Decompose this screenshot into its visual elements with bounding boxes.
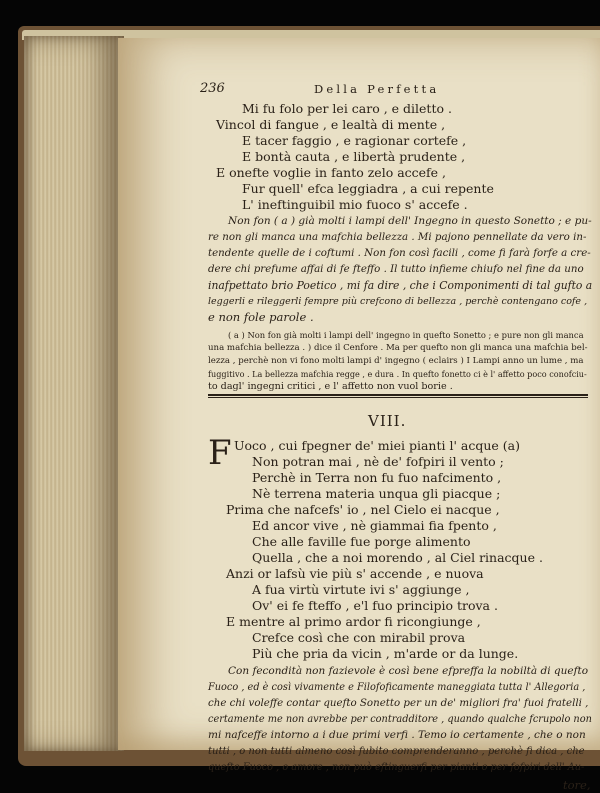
poem-line: Ov' ei fe fteffo , e'l fuo principio trova . xyxy=(252,598,498,613)
section-title: VIII. xyxy=(368,412,407,430)
section-rule-thin xyxy=(208,397,588,398)
poem-line: E bontà cauta , e libertà prudente , xyxy=(242,149,466,164)
commentary-line: mi nafceffe intorno a i due primi verfi . Temo io certamente , che o non xyxy=(208,729,586,741)
commentary-line: tendente quelle de i coftumi . Non fon così facili , come fi farà forfe a cre- xyxy=(208,247,591,259)
running-title: Della Perfetta xyxy=(314,82,440,96)
poem-line: E onefte voglie in fanto zelo accefe , xyxy=(216,165,447,180)
commentary-line: leggerli e rileggerli fempre più crefcono di bellezza , perchè contengano cofe , xyxy=(208,296,588,307)
book-page xyxy=(118,38,600,792)
commentary-line: tutti , o non tutti almeno così fubito comprenderanno , perchè fi dica , che xyxy=(208,746,585,757)
commentary-line: Non fon ( a ) già molti i lampi dell' Ingegno in questo Sonetto ; e pu- xyxy=(228,215,592,227)
poem-line: Quella , che a noi morendo , al Ciel rinacque . xyxy=(252,550,543,565)
footnote-line: lezza , perchè non vi fono molti lampi d' ingegno ( eclairs ) I Lampi anno un lume , ma xyxy=(208,356,584,366)
commentary-line: dere chi prefume affai di fe fteffo . Il tutto infieme chiufo nel fine da uno xyxy=(208,263,584,275)
poem-line: Fur quell' efca leggiadra , a cui repente xyxy=(242,181,494,196)
poem-line: Uoco , cui fpegner de' miei pianti l' acque (a) xyxy=(234,438,520,453)
commentary-line: inafpettato brio Poetico , mi fa dire , che i Componimenti di tal gufto a xyxy=(208,279,593,292)
footnote-line: fuggitivo . La bellezza mafchia regge , e dura . In quefto fonetto ci è l' affetto poco conofciu- xyxy=(208,369,587,379)
page-number: 236 xyxy=(200,81,225,96)
poem-line: Nè terrena materia unqua gli piacque ; xyxy=(252,486,501,501)
page-edges xyxy=(24,36,124,751)
commentary-line: che chi voleffe contar quefto Sonetto per un de' migliori fra' fuoi fratelli , xyxy=(208,697,589,709)
poem-line: Non potran mai , nè de' fofpiri il vento ; xyxy=(252,454,504,469)
commentary-line: Con fecondità non fazievole è così bene efpreffa la nobiltà di quefto xyxy=(228,665,589,677)
poem-line: Vincol di fangue , e lealtà di mente , xyxy=(216,117,446,132)
poem-line: Ed ancor vive , nè giammai fia fpento , xyxy=(252,518,497,533)
poem-line: Perchè in Terra non fu fuo nafcimento , xyxy=(252,470,502,485)
footnote-line: to dagl' ingegni critici , e l' affetto non vuol borie . xyxy=(208,381,453,392)
footnote-line: ( a ) Non fon già molti i lampi dell' ingegno in quefto Sonetto ; e pure non gli manca xyxy=(228,330,584,340)
commentary-line: re non gli manca una mafchia bellezza . Mi pajono pennellate da vero in- xyxy=(208,231,587,243)
drop-cap: F xyxy=(208,433,232,473)
poem-line: Mi fu folo per lei caro , e diletto . xyxy=(242,101,452,116)
poem-line: L' ineftinguibil mio fuoco s' accefe . xyxy=(242,197,468,212)
poem-line: Anzi or lafsù vie più s' accende , e nuova xyxy=(226,566,484,581)
catchword: tore, xyxy=(563,778,591,792)
poem-line: E tacer faggio , e ragionar cortefe , xyxy=(242,133,467,148)
section-rule xyxy=(208,394,588,396)
commentary-line: Fuoco , ed è così vivamente e Filofoficamente maneggiata tutta l' Allegoria , xyxy=(208,682,586,693)
commentary-line: e non fole parole . xyxy=(208,310,314,324)
poem-line: E mentre al primo ardor fi ricongiunge , xyxy=(226,614,481,629)
poem-line: Più che pria da vicin , m'arde or da lunge. xyxy=(252,646,519,661)
poem-line: Che alle faville fue porge alimento xyxy=(252,534,471,549)
commentary-line: certamente me non avrebbe per contradditore , quando qualche fcrupolo non xyxy=(208,714,592,725)
poem-line: Crefce così che con mirabil prova xyxy=(252,630,466,645)
poem-line: Prima che nafcefs' io , nel Cielo ei nacque , xyxy=(226,502,500,517)
poem-line: A fua virtù virtute ivi s' aggiunge , xyxy=(252,582,470,597)
footnote-line: una mafchia bellezza . ) dice il Cenfore . Ma per quefto non gli manca una mafchia bel- xyxy=(208,343,588,353)
commentary-line: quefto Fuoco , o amore , non può eftinguerfi per pianti o per fofpiri dell' Au- xyxy=(208,762,585,773)
